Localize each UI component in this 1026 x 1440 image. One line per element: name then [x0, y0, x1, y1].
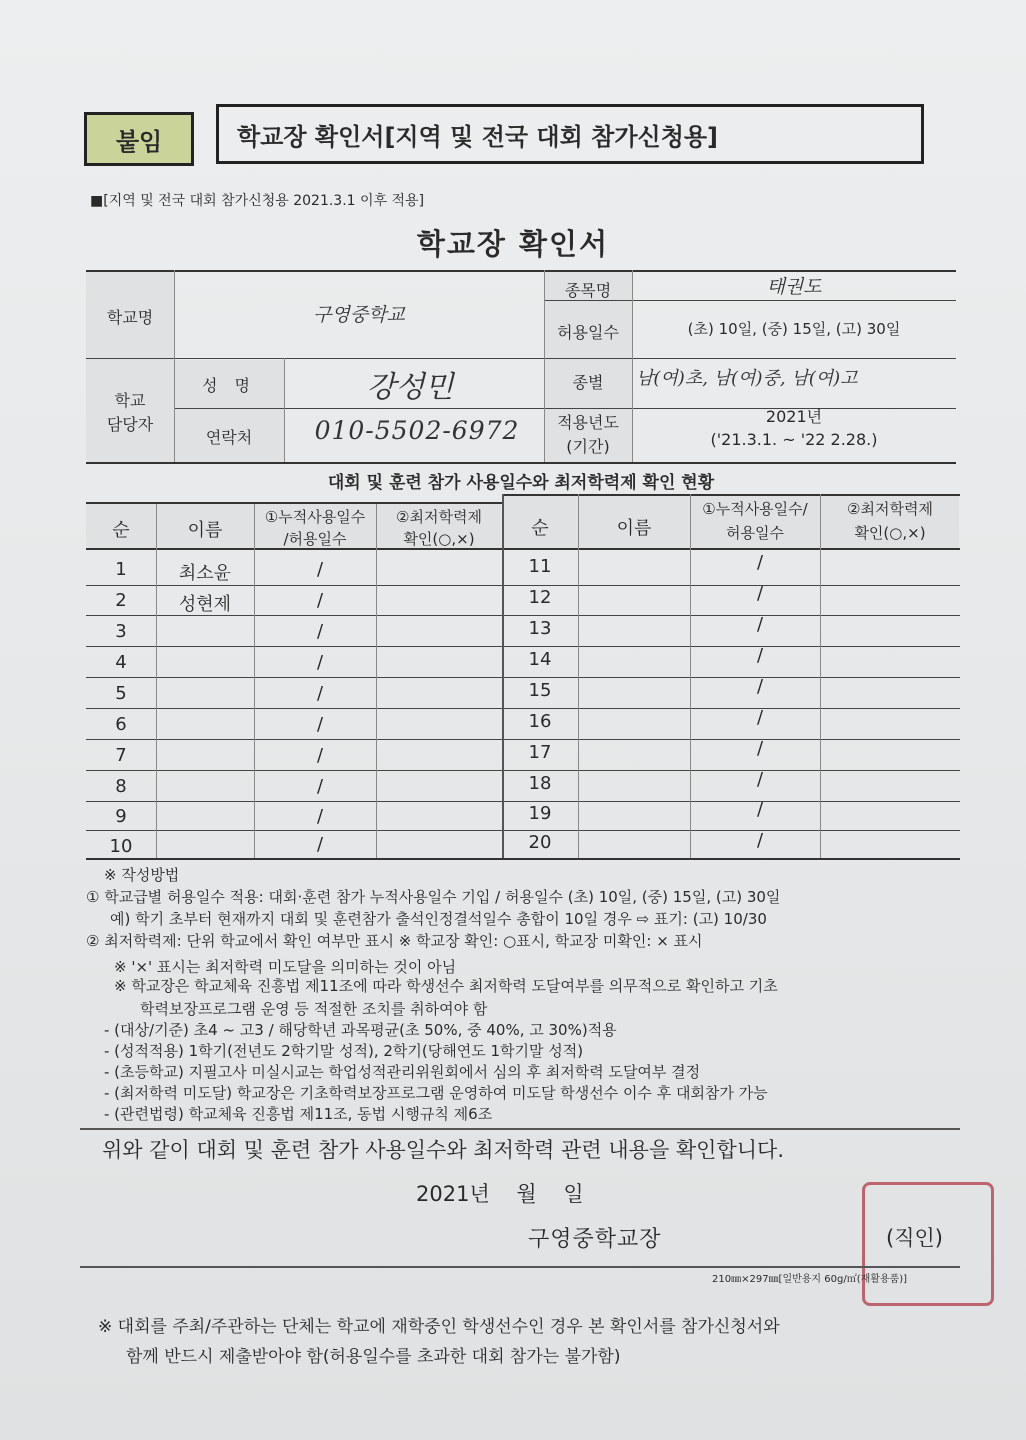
gender-value: 남(여)초, 남(여)중, 남(여)고 — [636, 368, 858, 389]
form-title-box: 학교장 확인서[지역 및 전국 대회 참가신청용] — [216, 104, 924, 164]
info-bottom-rule — [86, 462, 956, 464]
table-row-days: / — [316, 714, 324, 735]
table-col-divider — [578, 494, 579, 858]
applicability-note: ■[지역 및 전국 대회 참가신청용 2021.3.1 이후 적용] — [90, 193, 425, 209]
table-row-name: 성현제 — [178, 594, 232, 615]
col-header-days: ①누적사용일수 — [264, 508, 366, 526]
col-header-check: ②최저학력제 — [396, 508, 482, 526]
contact-label: 연락처 — [205, 428, 253, 447]
document-title: 학교장 확인서 — [416, 227, 610, 261]
table-row-days: / — [316, 806, 324, 827]
col-header-check-right: ②최저학력제 — [847, 500, 933, 518]
table-header-rule — [86, 548, 960, 550]
table-col-divider — [376, 504, 377, 858]
official-seal-stamp — [862, 1182, 994, 1306]
instruction-line: ※ '×' 표시는 최저학력 미도달을 의미하는 것이 아님 — [114, 958, 457, 976]
table-row-days: / — [316, 559, 324, 580]
confirmation-date: 2021년 월 일 — [416, 1182, 584, 1206]
year-value: 2021년 — [765, 407, 823, 426]
contact-value: 010-5502-6972 — [314, 416, 520, 445]
allowed-days-label: 허용일수 — [557, 323, 619, 342]
table-row-days: / — [316, 745, 324, 766]
instruction-line: - (관련법령) 학교체육 진흥법 제11조, 동법 시행규칙 제6조 — [104, 1105, 493, 1123]
table-row-days: / — [316, 776, 324, 797]
table-row-no-right: 13 — [528, 618, 552, 639]
instruction-line: - (대상/기준) 초4 ~ 고3 / 해당학년 과목평균(초 50%, 중 40%, 고 30%)적용 — [104, 1021, 617, 1039]
table-row-no: 3 — [115, 621, 127, 642]
notes-divider — [80, 1128, 960, 1130]
gender-label: 종별 — [572, 373, 604, 392]
table-row-no: 8 — [115, 776, 127, 797]
table-row-days-right: / — [756, 645, 764, 666]
manager-label-2: 담당자 — [106, 415, 154, 434]
manager-label: 학교 — [114, 391, 146, 410]
table-row-days: / — [316, 621, 324, 642]
instruction-line: ② 최저학력제: 단위 학교에서 확인 여부만 표시 ※ 학교장 확인: ○표시, 학교장 미확인: × 표시 — [86, 932, 703, 950]
instruction-line: 예) 학기 초부터 현재까지 대회 및 훈련참가 출석인정결석일수 총합이 10일 경우 ⇨ 표기: (고) 10/30 — [110, 910, 767, 928]
instruction-line: 학력보장프로그램 운영 등 적절한 조치를 취하여야 함 — [140, 1000, 488, 1018]
paper-spec: 210㎜×297㎜[일반용지 60g/㎡(재활용품)] — [712, 1274, 908, 1285]
attachment-badge: 붙임 — [84, 112, 194, 166]
table-row-no-right: 11 — [528, 556, 552, 577]
table-row-no-right: 18 — [528, 773, 552, 794]
col-header-check-right-2: 확인(○,×) — [854, 524, 926, 542]
table-row-days: / — [316, 652, 324, 673]
instruction-line: - (성적적용) 1학기(전년도 2학기말 성적), 2학기(당해연도 1학기말 성적) — [104, 1042, 584, 1060]
col-header-days-right-2: 허용일수 — [726, 524, 784, 542]
table-row-days: / — [316, 683, 324, 704]
col-header-no-right: 순 — [531, 518, 549, 539]
table-row-days-right: / — [756, 830, 764, 851]
table-row-days-right: / — [756, 583, 764, 604]
year-period-value: ('21.3.1. ~ '22 2.28.) — [710, 430, 878, 449]
table-row-days-right: / — [756, 799, 764, 820]
year-label-2: (기간) — [566, 437, 610, 456]
year-label: 적용년도 — [557, 413, 619, 432]
table-row-no-right: 16 — [528, 711, 552, 732]
col-header-no: 순 — [112, 520, 130, 541]
table-top-rule — [502, 494, 960, 496]
table-row-days-right: / — [756, 676, 764, 697]
event-label: 종목명 — [564, 281, 612, 300]
table-row-no-right: 19 — [528, 803, 552, 824]
school-name-label: 학교명 — [106, 308, 154, 327]
table-row-days-right: / — [756, 769, 764, 790]
official-seal-label: (직인) — [886, 1226, 943, 1250]
table-row-days-right: / — [756, 614, 764, 635]
info-divider — [284, 358, 285, 462]
table-top-rule — [86, 502, 502, 504]
table-row-days: / — [316, 590, 324, 611]
instruction-line: ① 학교급별 허용일수 적용: 대회·훈련 참가 누적사용일수 기입 / 허용일수 (초) 10일, (중) 15일, (고) 30일 — [86, 888, 781, 906]
table-row-no: 9 — [115, 806, 127, 827]
instruction-line: - (초등학교) 지필고사 미실시교는 학업성적관리위원회에서 심의 후 최저학력 도달여부 결정 — [104, 1063, 701, 1081]
footer-note: ※ 대회를 주최/주관하는 단체는 학교에 재학중인 학생선수인 경우 본 확인서를 참가신청서와 — [98, 1317, 780, 1337]
event-value: 태권도 — [766, 276, 822, 298]
table-row-no-right: 17 — [528, 742, 552, 763]
instruction-line: ※ 학교장은 학교체육 진흥법 제11조에 따라 학생선수 최저학력 도달여부를 의무적으로 확인하고 기초 — [114, 977, 778, 995]
table-row-no: 2 — [115, 590, 127, 611]
table-row-no: 4 — [115, 652, 127, 673]
col-header-days-2: /허용일수 — [283, 530, 347, 548]
person-name-label: 성 명 — [202, 376, 256, 395]
instruction-line: - (최저학력 미도달) 학교장은 기초학력보장프로그램 운영하여 미도달 학생선수 이수 후 대회참가 가능 — [104, 1084, 768, 1102]
table-row-days-right: / — [756, 738, 764, 759]
school-name-value: 구영중학교 — [313, 304, 405, 326]
table-bottom-rule — [86, 858, 960, 860]
col-header-days-right: ①누적사용일수/ — [702, 500, 808, 518]
table-row-no: 6 — [115, 714, 127, 735]
table-row-no-right: 15 — [528, 680, 552, 701]
info-rule — [86, 358, 956, 359]
seal-divider — [80, 1266, 960, 1268]
table-row-days-right: / — [756, 552, 764, 573]
table-col-divider — [156, 504, 157, 858]
table-row-days: / — [316, 834, 324, 855]
footer-note-2: 함께 반드시 제출받아야 함(허용일수를 초과한 대회 참가는 불가함) — [126, 1347, 621, 1367]
table-row-name: 최소윤 — [178, 563, 232, 584]
table-row-no: 10 — [109, 836, 133, 857]
allowed-days-value: (초) 10일, (중) 15일, (고) 30일 — [687, 320, 901, 338]
status-section-title: 대회 및 훈련 참가 사용일수와 최저학력제 확인 현황 — [327, 473, 715, 493]
col-header-check-2: 확인(○,×) — [403, 530, 475, 548]
table-row-no: 1 — [115, 559, 127, 580]
table-row-days-right: / — [756, 707, 764, 728]
col-header-name: 이름 — [187, 520, 223, 541]
confirmation-statement: 위와 같이 대회 및 훈련 참가 사용일수와 최저학력 관련 내용을 확인합니다. — [102, 1138, 785, 1162]
table-row-no: 7 — [115, 745, 127, 766]
table-col-divider — [254, 504, 255, 858]
instructions-heading: ※ 작성방법 — [104, 866, 180, 884]
table-row-no: 5 — [115, 683, 127, 704]
principal-title: 구영중학교장 — [528, 1227, 662, 1252]
table-row-no-right: 14 — [528, 649, 552, 670]
table-row-no-right: 12 — [528, 587, 552, 608]
col-header-name-right: 이름 — [616, 518, 652, 539]
table-row-no-right: 20 — [528, 832, 552, 853]
person-name-value: 강성민 — [366, 370, 454, 405]
